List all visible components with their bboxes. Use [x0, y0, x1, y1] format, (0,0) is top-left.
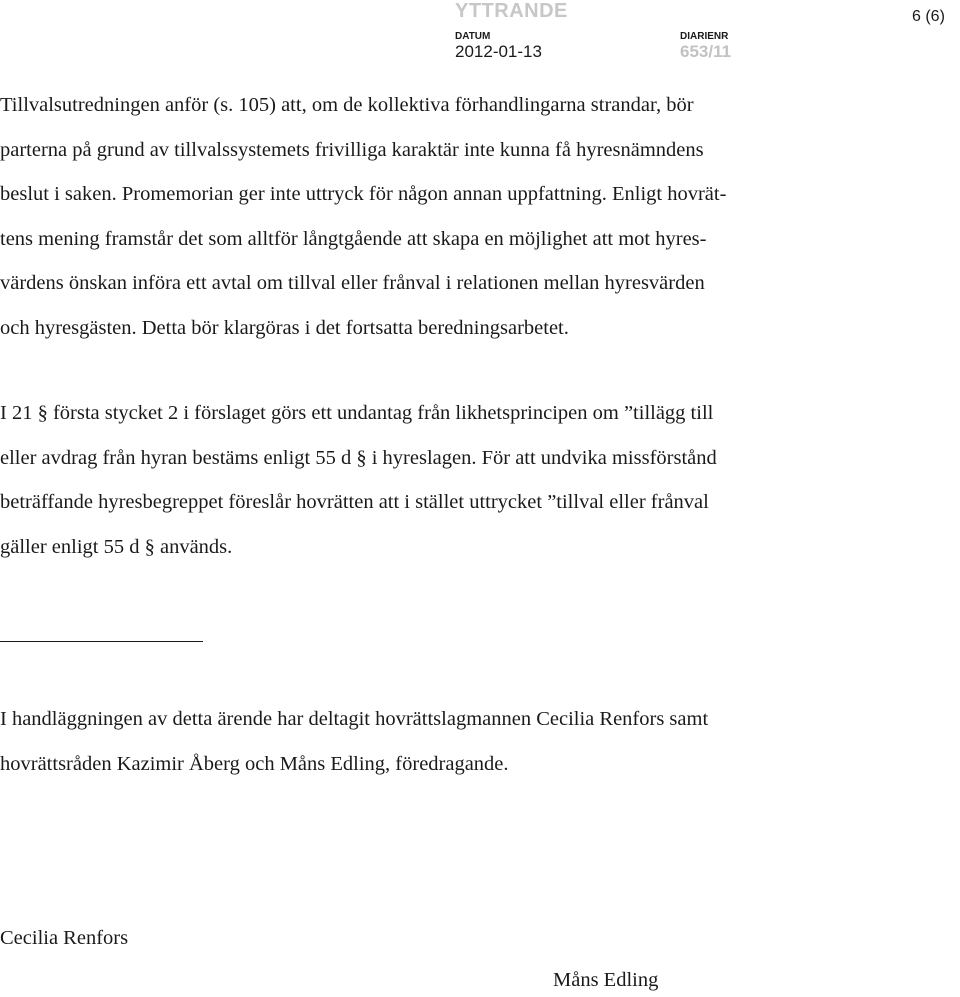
document-type: YTTRANDE: [455, 0, 568, 22]
text-line: I handläggningen av detta ärende har deltagit hovrättslagmannen Cecilia Renfors samt: [0, 708, 709, 730]
page-number: 6 (6): [912, 8, 945, 25]
text-line: gäller enligt 55 d § används.: [0, 535, 233, 558]
paragraph-section-21: [0, 391, 717, 569]
signature-first: Cecilia Renfors: [0, 927, 129, 949]
text-line: och hyresgästen. Detta bör klargöras i det fortsatta beredningsarbetet.: [0, 316, 569, 339]
text-line: Tillvalsutredningen anför (s. 105) att, om de kollektiva förhandlingarna strandar, bör: [0, 94, 694, 116]
date-label: DATUM: [455, 31, 491, 42]
registration-number-label: DIARIENR: [680, 31, 729, 42]
registration-number-value: 653/11: [680, 42, 732, 61]
text-line: eller avdrag från hyran bestäms enligt 55 d § i hyreslagen. För att undvika missförstånd: [0, 446, 717, 469]
text-line: I 21 § första stycket 2 i förslaget görs ett undantag från likhetsprincipen om ”tillägg till: [0, 402, 714, 424]
text-line: värdens önskan införa ett avtal om tillval eller frånval i relationen mellan hyresvärden: [0, 272, 705, 294]
date-value: 2012-01-13: [455, 42, 542, 61]
text-line: parterna på grund av tillvalssystemets frivilliga karaktär inte kunna få hyresnämndens: [0, 138, 704, 161]
paragraph-participants: [0, 697, 708, 786]
text-line: hovrättsråden Kazimir Åberg och Måns Edling, föredragande.: [0, 752, 509, 775]
text-line: beträffande hyresbegreppet föreslår hovrätten att i stället uttrycket ”tillval eller frånval: [0, 491, 709, 513]
separator-line: [0, 641, 203, 642]
text-line: tens mening framstår det som alltför långtgående att skapa en möjlighet att mot hyres-: [0, 227, 707, 250]
text-line: beslut i saken. Promemorian ger inte uttryck för någon annan uppfattning. Enligt hovrät-: [0, 183, 727, 205]
paragraph-opinion: [0, 83, 726, 350]
signature-second: Måns Edling: [553, 969, 659, 991]
